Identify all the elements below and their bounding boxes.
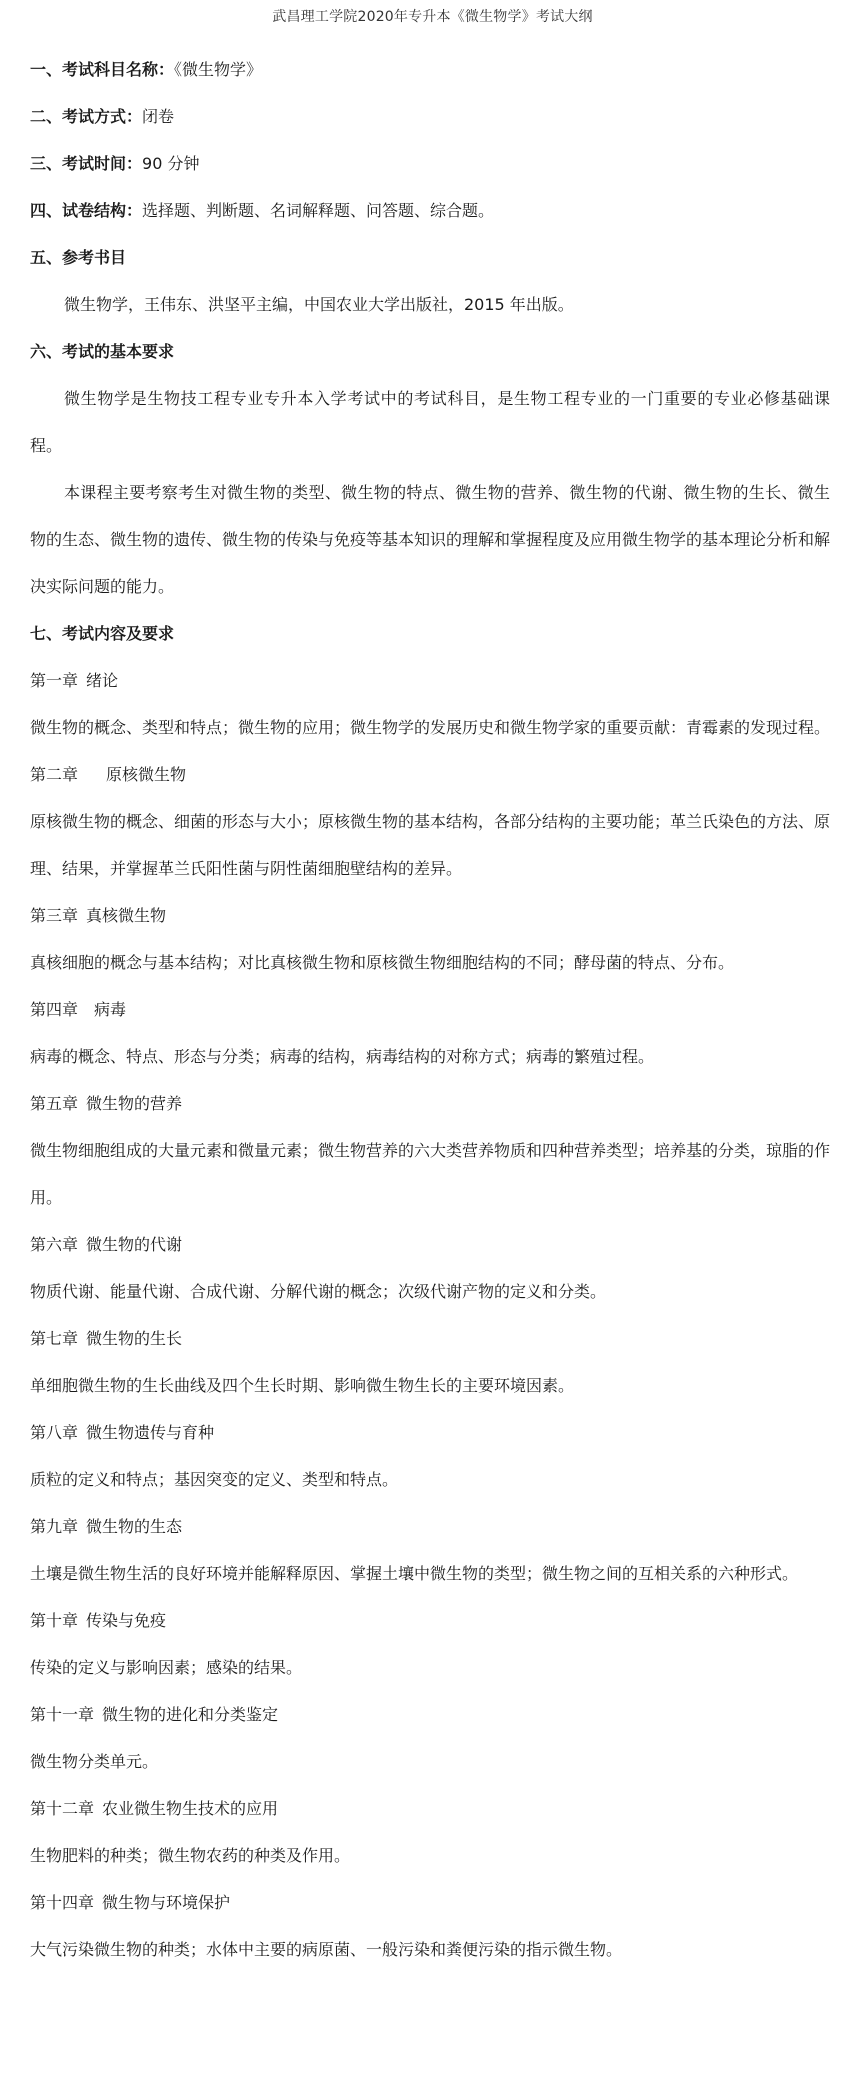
requirements-paragraph-1: 微生物学是生物技工程专业专升本入学考试中的考试科目，是生物工程专业的一门重要的专业必修基础课程。 (30, 389, 830, 455)
chapter-heading (30, 1221, 830, 1268)
section-exam-method (30, 93, 830, 140)
chapter-number: 第八章 (30, 1423, 79, 1442)
chapter-name: 微生物的营养 (86, 1094, 183, 1113)
chapter-heading (30, 986, 830, 1033)
chapter-number: 第一章 (30, 671, 79, 690)
chapter-heading (30, 892, 830, 939)
chapter-heading (30, 1597, 830, 1644)
chapter-number: 第十一章 (30, 1705, 95, 1724)
chapter-content: 传染的定义与影响因素；感染的结果。 (30, 1658, 303, 1677)
chapter-name: 微生物的代谢 (86, 1235, 183, 1254)
chapter-content: 单细胞微生物的生长曲线及四个生长时期、影响微生物生长的主要环境因素。 (30, 1376, 575, 1395)
chapter-number: 第三章 (30, 906, 79, 925)
chapter-name: 微生物的生长 (86, 1329, 183, 1348)
chapter-content: 微生物的概念、类型和特点；微生物的应用；微生物学的发展历史和微生物学家的重要贡献：青霉素的发现过程。 (30, 718, 831, 737)
section-value: 选择题、判断题、名词解释题、问答题、综合题。 (142, 201, 495, 220)
chapter-heading (30, 1409, 830, 1456)
chapter-number: 第九章 (30, 1517, 79, 1536)
section-reference-books (30, 234, 830, 281)
requirements-paragraph-2: 本课程主要考察考生对微生物的类型、微生物的特点、微生物的营养、微生物的代谢、微生物的生长、微生物的生态、微生物的遗传、微生物的传染与免疫等基本知识的理解和掌握程度及应用微生物学的基本理论分析和解决实际问题的能力。 (30, 483, 831, 596)
chapter-name: 病毒 (94, 1000, 127, 1019)
chapter-name: 原核微生物 (106, 765, 187, 784)
chapter-name: 微生物的生态 (86, 1517, 183, 1536)
chapter-content: 大气污染微生物的种类；水体中主要的病原菌、一般污染和粪便污染的指示微生物。 (30, 1940, 623, 1959)
chapter-number: 第五章 (30, 1094, 79, 1113)
document-title: 武昌理工学院2020年专升本《微生物学》考试大纲 (272, 9, 593, 25)
chapter-heading (30, 1503, 830, 1550)
chapter-name: 农业微生物生技术的应用 (102, 1799, 279, 1818)
chapter-number: 第十四章 (30, 1893, 95, 1912)
section-exam-subject (30, 46, 830, 93)
chapter-content: 微生物细胞组成的大量元素和微量元素；微生物营养的六大类营养物质和四种营养类型；培养基的分类，琼脂的作用。 (30, 1141, 831, 1207)
chapter-content: 生物肥料的种类；微生物农药的种类及作用。 (30, 1846, 351, 1865)
chapter-number: 第六章 (30, 1235, 79, 1254)
chapter-heading (30, 1691, 830, 1738)
section-basic-requirements (30, 328, 830, 375)
section-value: 《微生物学》 (174, 60, 263, 79)
section-label: 二、考试方式： (30, 107, 143, 126)
chapter-number: 第十章 (30, 1611, 79, 1630)
section-exam-content (30, 610, 830, 657)
section-label: 一、考试科目名称： (30, 60, 175, 79)
section-label: 四、试卷结构： (30, 201, 143, 220)
chapter-number: 第二章 (30, 765, 79, 784)
chapter-heading (30, 657, 830, 704)
chapter-heading (30, 1879, 830, 1926)
reference-book-text: 微生物学，王伟东、洪坚平主编，中国农业大学出版社，2015 年出版。 (64, 295, 574, 314)
chapter-heading (30, 751, 830, 798)
chapter-heading (30, 1785, 830, 1832)
chapter-name: 传染与免疫 (86, 1611, 167, 1630)
chapter-name: 真核微生物 (86, 906, 167, 925)
chapter-content: 质粒的定义和特点；基因突变的定义、类型和特点。 (30, 1470, 399, 1489)
section-label: 六、考试的基本要求 (30, 342, 175, 361)
chapter-heading (30, 1315, 830, 1362)
section-exam-time (30, 140, 830, 187)
chapter-content: 原核微生物的概念、细菌的形态与大小；原核微生物的基本结构，各部分结构的主要功能；革兰氏染色的方法、原理、结果，并掌握革兰氏阳性菌与阴性菌细胞壁结构的差异。 (30, 812, 831, 878)
section-label: 五、参考书目 (30, 248, 127, 267)
chapter-number: 第四章 (30, 1000, 79, 1019)
chapter-content: 真核细胞的概念与基本结构；对比真核微生物和原核微生物细胞结构的不同；酵母菌的特点、分布。 (30, 953, 735, 972)
section-value: 闭卷 (142, 107, 175, 126)
document-body (30, 46, 830, 1973)
chapter-name: 绪论 (86, 671, 119, 690)
chapter-content: 微生物分类单元。 (30, 1752, 159, 1771)
chapter-content: 土壤是微生物生活的良好环境并能解释原因、掌握土壤中微生物的类型；微生物之间的互相关系的六种形式。 (30, 1564, 799, 1583)
section-paper-structure (30, 187, 830, 234)
chapter-name: 微生物的进化和分类鉴定 (102, 1705, 279, 1724)
chapter-number: 第十二章 (30, 1799, 95, 1818)
section-label: 三、考试时间： (30, 154, 143, 173)
section-value: 90 分钟 (142, 154, 200, 173)
chapter-name: 微生物遗传与育种 (86, 1423, 215, 1442)
chapter-name: 微生物与环境保护 (102, 1893, 231, 1912)
chapter-heading (30, 1080, 830, 1127)
chapter-content: 病毒的概念、特点、形态与分类；病毒的结构，病毒结构的对称方式；病毒的繁殖过程。 (30, 1047, 655, 1066)
section-label: 七、考试内容及要求 (30, 624, 175, 643)
chapter-content: 物质代谢、能量代谢、合成代谢、分解代谢的概念；次级代谢产物的定义和分类。 (30, 1282, 607, 1301)
chapter-number: 第七章 (30, 1329, 79, 1348)
